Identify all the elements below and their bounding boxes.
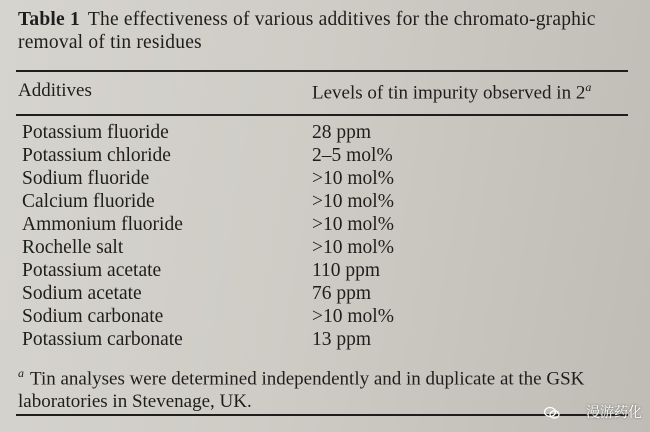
- level-cell: >10 mol%: [312, 191, 394, 212]
- additive-cell: Potassium fluoride: [22, 122, 169, 143]
- table-row: [0, 167, 650, 190]
- table-row: [0, 236, 650, 259]
- level-cell: 76 ppm: [312, 283, 372, 304]
- level-cell: >10 mol%: [312, 237, 394, 258]
- additive-cell: Sodium fluoride: [22, 168, 150, 189]
- wechat-icon: [544, 406, 560, 420]
- additive-cell: Sodium carbonate: [22, 306, 164, 327]
- table-title: The effectiveness of various additives for the chromato-graphic removal of tin residues: [18, 9, 596, 53]
- table-label: Table 1: [18, 9, 80, 30]
- table-header-rule: [16, 114, 628, 116]
- table-row: [0, 328, 650, 351]
- footnote-text: Tin analyses were determined independently and in duplicate at the GSK laboratories in Stevenage, UK.: [18, 368, 585, 413]
- table-row: [0, 213, 650, 236]
- table-footnote: [18, 362, 633, 413]
- level-cell: 110 ppm: [312, 260, 381, 281]
- level-cell: 13 ppm: [312, 329, 372, 350]
- table-top-rule: [16, 70, 628, 72]
- additive-cell: Rochelle salt: [22, 237, 124, 258]
- footnote-mark: a: [18, 366, 24, 380]
- table-caption: [18, 8, 633, 54]
- table-body: [0, 121, 650, 351]
- watermark-text: 漫游药化: [586, 405, 642, 421]
- level-cell: 2–5 mol%: [312, 145, 393, 166]
- level-cell: >10 mol%: [312, 306, 394, 327]
- table-row: [0, 305, 650, 328]
- table-row: [0, 121, 650, 144]
- additive-cell: Ammonium fluoride: [22, 214, 183, 235]
- table-bottom-rule: [16, 414, 628, 416]
- additive-cell: Potassium acetate: [22, 260, 162, 281]
- table-row: [0, 144, 650, 167]
- table-row: [0, 259, 650, 282]
- additive-cell: Potassium chloride: [22, 145, 171, 166]
- table-row: [0, 190, 650, 213]
- column-header-additives: Additives: [18, 80, 92, 101]
- column-header-levels: [312, 80, 591, 104]
- additive-cell: Calcium fluoride: [22, 191, 155, 212]
- additive-cell: Sodium acetate: [22, 283, 142, 304]
- level-cell: >10 mol%: [312, 168, 394, 189]
- footnote-mark-header: a: [585, 80, 592, 94]
- table-row: [0, 282, 650, 305]
- column-header-levels-text: Levels of tin impurity observed in 2: [312, 82, 586, 104]
- level-cell: >10 mol%: [312, 214, 394, 235]
- level-cell: 28 ppm: [312, 122, 372, 143]
- additive-cell: Potassium carbonate: [22, 329, 183, 350]
